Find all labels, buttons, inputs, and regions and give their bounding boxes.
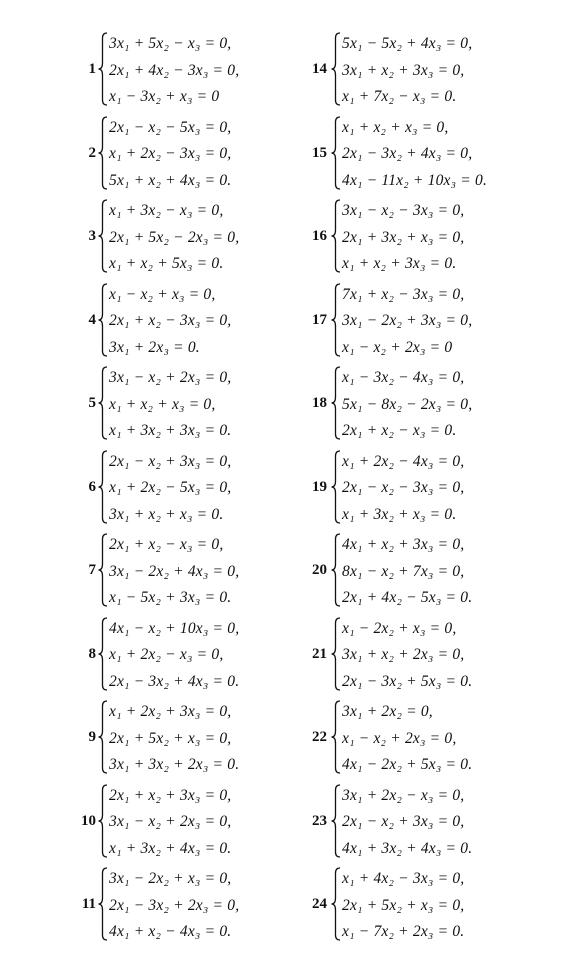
system-number: 17 bbox=[312, 311, 327, 328]
left-brace bbox=[98, 700, 108, 774]
left-brace bbox=[331, 784, 341, 858]
equation-line: 3x₁ − x₂ − 3x₃ = 0, bbox=[342, 202, 465, 219]
equation-line: 3x₁ + 2x₂ − x₃ = 0, bbox=[342, 786, 465, 804]
equation-line: 2x₁ + 5x₂ + x₃ = 0, bbox=[342, 896, 465, 914]
equation-line: 5x₁ − 8x₂ − 2x₃ = 0, bbox=[342, 395, 473, 413]
left-brace bbox=[331, 700, 341, 774]
equation-line: 2x₁ + x₂ − x₃ = 0. bbox=[342, 422, 457, 439]
system-number: 15 bbox=[312, 144, 327, 161]
equation-line: 2x₁ − x₂ − 3x₃ = 0, bbox=[342, 479, 465, 496]
left-brace bbox=[98, 784, 108, 858]
equations-group bbox=[109, 616, 239, 696]
equation-line: 2x₁ − 3x₂ + 5x₃ = 0. bbox=[342, 672, 473, 690]
system-number: 10 bbox=[81, 812, 96, 829]
equations-group bbox=[342, 198, 464, 278]
system-number: 16 bbox=[312, 228, 327, 244]
equations-group bbox=[342, 282, 472, 362]
equation-line: 2x₁ − x₂ − 5x₃ = 0, bbox=[109, 118, 232, 136]
equation-line: x₁ − 3x₂ + x₃ = 0 bbox=[109, 88, 220, 105]
equations-group bbox=[342, 115, 487, 195]
equation-system-8 bbox=[78, 613, 293, 697]
equation-line: x₁ + 2x₂ − 4x₃ = 0, bbox=[342, 452, 465, 470]
equation-system-18 bbox=[305, 362, 520, 446]
equations-group bbox=[342, 783, 472, 863]
equation-line: 2x₁ + x₂ − 3x₃ = 0, bbox=[109, 312, 232, 329]
equation-line: 3x₁ + x₂ + 3x₃ = 0, bbox=[342, 61, 465, 79]
equation-line: 3x₁ + 2x₂ = 0, bbox=[342, 703, 433, 720]
equation-system-24 bbox=[305, 863, 520, 947]
equation-line: 4x₁ − 2x₂ + 5x₃ = 0. bbox=[342, 756, 473, 773]
equation-line: 4x₁ + 3x₂ + 4x₃ = 0. bbox=[342, 839, 473, 857]
equation-line: 5x₁ − 5x₂ + 4x₃ = 0, bbox=[342, 35, 473, 52]
equation-system-1 bbox=[78, 28, 293, 112]
equation-line: x₁ + 4x₂ − 3x₃ = 0, bbox=[342, 870, 465, 887]
system-number: 22 bbox=[312, 729, 327, 745]
equations-group bbox=[109, 282, 231, 362]
equations-group bbox=[109, 866, 239, 946]
system-number: 7 bbox=[88, 562, 96, 578]
equations-group bbox=[109, 783, 231, 863]
left-brace bbox=[331, 283, 341, 357]
system-number: 9 bbox=[88, 729, 96, 745]
system-number: 5 bbox=[88, 395, 96, 411]
system-number: 24 bbox=[312, 896, 327, 912]
equation-line: x₁ − 2x₂ + x₃ = 0, bbox=[342, 619, 457, 637]
equation-line: 3x₁ − 2x₂ + 3x₃ = 0, bbox=[342, 312, 473, 329]
equations-group bbox=[342, 616, 472, 696]
equation-line: x₁ − x₂ + 2x₃ = 0 bbox=[342, 338, 453, 356]
left-brace bbox=[98, 617, 108, 691]
equation-line: 3x₁ − 2x₂ + 4x₃ = 0, bbox=[109, 562, 240, 580]
equation-line: 3x₁ − x₂ + 2x₃ = 0, bbox=[109, 813, 232, 830]
equation-line: 3x₁ + x₂ + x₃ = 0. bbox=[109, 505, 224, 523]
equation-line: x₁ + 2x₂ + 3x₃ = 0, bbox=[109, 703, 232, 720]
equation-system-22 bbox=[305, 696, 520, 780]
equation-line: 4x₁ − 11x₂ + 10x₃ = 0. bbox=[342, 171, 488, 189]
left-column bbox=[78, 28, 293, 947]
equation-system-23 bbox=[305, 780, 520, 864]
equation-line: 2x₁ − x₂ + 3x₃ = 0, bbox=[342, 813, 465, 830]
equation-line: 3x₁ + x₂ + 2x₃ = 0, bbox=[342, 646, 465, 663]
equations-group bbox=[109, 449, 231, 529]
left-brace bbox=[331, 199, 341, 273]
equation-line: 5x₁ + x₂ + 4x₃ = 0. bbox=[109, 171, 232, 189]
equations-group bbox=[342, 532, 472, 612]
equation-system-14 bbox=[305, 28, 520, 112]
equation-system-3 bbox=[78, 195, 293, 279]
equation-system-20 bbox=[305, 529, 520, 613]
equation-line: 4x₁ + x₂ − 4x₃ = 0. bbox=[109, 923, 232, 940]
equation-line: 2x₁ + 3x₂ + x₃ = 0, bbox=[342, 228, 465, 246]
equation-line: x₁ + 7x₂ − x₃ = 0. bbox=[342, 88, 457, 105]
equation-system-19 bbox=[305, 446, 520, 530]
equations-group bbox=[109, 115, 231, 195]
equation-line: x₁ + 2x₂ − 5x₃ = 0, bbox=[109, 479, 232, 496]
system-number: 11 bbox=[81, 896, 96, 912]
left-brace bbox=[98, 199, 108, 273]
system-number: 18 bbox=[312, 395, 327, 411]
equations-group bbox=[109, 365, 231, 445]
equation-line: x₁ + 2x₂ − x₃ = 0, bbox=[109, 646, 224, 663]
equation-line: 3x₁ + 2x₃ = 0. bbox=[109, 338, 200, 356]
equation-line: x₁ − 7x₂ + 2x₃ = 0. bbox=[342, 923, 465, 940]
equation-system-21 bbox=[305, 613, 520, 697]
equation-line: 2x₁ + 5x₂ − 2x₃ = 0, bbox=[109, 228, 240, 246]
equation-line: x₁ + 3x₂ + x₃ = 0. bbox=[342, 505, 457, 523]
equations-group bbox=[342, 365, 472, 445]
system-number: 4 bbox=[88, 311, 96, 328]
equations-group bbox=[109, 699, 239, 779]
left-brace bbox=[331, 116, 341, 190]
equation-system-2 bbox=[78, 112, 293, 196]
equation-line: x₁ + 2x₂ − 3x₃ = 0, bbox=[109, 145, 232, 162]
equation-line: x₁ + 3x₂ + 3x₃ = 0. bbox=[109, 422, 232, 439]
equation-system-7 bbox=[78, 529, 293, 613]
left-brace bbox=[98, 450, 108, 524]
equation-system-16 bbox=[305, 195, 520, 279]
left-brace bbox=[98, 283, 108, 357]
system-number: 23 bbox=[312, 812, 327, 829]
equation-system-4 bbox=[78, 279, 293, 363]
equations-group bbox=[342, 866, 464, 946]
system-number: 8 bbox=[88, 645, 96, 662]
equations-group bbox=[342, 449, 464, 529]
equation-line: 2x₁ + 5x₂ + x₃ = 0, bbox=[109, 729, 232, 747]
equation-line: x₁ − x₂ + 2x₃ = 0, bbox=[342, 729, 457, 747]
system-number: 1 bbox=[88, 61, 96, 77]
equation-system-10 bbox=[78, 780, 293, 864]
equation-line: 2x₁ + 4x₂ − 3x₃ = 0, bbox=[109, 61, 240, 79]
equation-system-11 bbox=[78, 863, 293, 947]
equation-system-9 bbox=[78, 696, 293, 780]
equation-line: x₁ + 3x₂ + 4x₃ = 0. bbox=[109, 839, 232, 857]
equation-system-17 bbox=[305, 279, 520, 363]
left-brace bbox=[98, 366, 108, 440]
equation-system-5 bbox=[78, 362, 293, 446]
equation-line: 2x₁ − 3x₂ + 4x₃ = 0. bbox=[109, 672, 240, 690]
equation-line: 4x₁ − x₂ + 10x₃ = 0, bbox=[109, 619, 240, 637]
left-brace bbox=[331, 617, 341, 691]
system-number: 20 bbox=[312, 562, 327, 578]
equation-line: 4x₁ + x₂ + 3x₃ = 0, bbox=[342, 536, 465, 553]
equation-line: 2x₁ + x₂ − x₃ = 0, bbox=[109, 536, 224, 553]
equation-line: 2x₁ − 3x₂ + 4x₃ = 0, bbox=[342, 145, 473, 162]
equation-line: 3x₁ + 3x₂ + 2x₃ = 0. bbox=[109, 756, 240, 773]
equation-line: x₁ + x₂ + x₃ = 0, bbox=[109, 395, 216, 413]
equations-group bbox=[109, 198, 239, 278]
equation-system-6 bbox=[78, 446, 293, 530]
equation-line: 3x₁ − 2x₂ + x₃ = 0, bbox=[109, 870, 232, 887]
equation-line: x₁ + x₂ + 3x₃ = 0. bbox=[342, 255, 457, 272]
equation-system-15 bbox=[305, 112, 520, 196]
right-column bbox=[305, 28, 520, 947]
equation-line: x₁ − 3x₂ − 4x₃ = 0, bbox=[342, 369, 465, 386]
equation-line: 2x₁ + 4x₂ − 5x₃ = 0. bbox=[342, 589, 473, 606]
equations-group bbox=[342, 699, 472, 779]
system-number: 3 bbox=[88, 228, 96, 244]
equation-line: 8x₁ − x₂ + 7x₃ = 0, bbox=[342, 562, 465, 580]
equations-group bbox=[109, 31, 239, 111]
equation-line: 2x₁ − x₂ + 3x₃ = 0, bbox=[109, 452, 232, 470]
equation-line: x₁ − 5x₂ + 3x₃ = 0. bbox=[109, 589, 232, 606]
equation-line: x₁ − x₂ + x₃ = 0, bbox=[109, 285, 216, 303]
system-number: 19 bbox=[312, 478, 327, 495]
equation-line: 7x₁ + x₂ − 3x₃ = 0, bbox=[342, 285, 465, 303]
equation-line: 3x₁ − x₂ + 2x₃ = 0, bbox=[109, 369, 232, 386]
left-brace bbox=[331, 533, 341, 607]
system-number: 21 bbox=[312, 645, 327, 662]
left-brace bbox=[331, 450, 341, 524]
left-brace bbox=[331, 366, 341, 440]
left-brace bbox=[98, 867, 108, 941]
system-number: 14 bbox=[312, 61, 327, 77]
equations-group bbox=[342, 31, 472, 111]
left-brace bbox=[98, 116, 108, 190]
equation-line: x₁ + 3x₂ − x₃ = 0, bbox=[109, 202, 224, 219]
left-brace bbox=[98, 533, 108, 607]
equation-line: 3x₁ + 5x₂ − x₃ = 0, bbox=[109, 35, 232, 52]
equation-line: 2x₁ − 3x₂ + 2x₃ = 0, bbox=[109, 896, 240, 914]
equation-line: x₁ + x₂ + 5x₃ = 0. bbox=[109, 255, 224, 272]
equation-line: x₁ + x₂ + x₃ = 0, bbox=[342, 118, 449, 136]
system-number: 2 bbox=[88, 144, 96, 161]
left-brace bbox=[331, 867, 341, 941]
left-brace bbox=[98, 32, 108, 106]
equations-group bbox=[109, 532, 239, 612]
system-number: 6 bbox=[88, 478, 96, 495]
left-brace bbox=[331, 32, 341, 106]
equation-line: 2x₁ + x₂ + 3x₃ = 0, bbox=[109, 786, 232, 804]
